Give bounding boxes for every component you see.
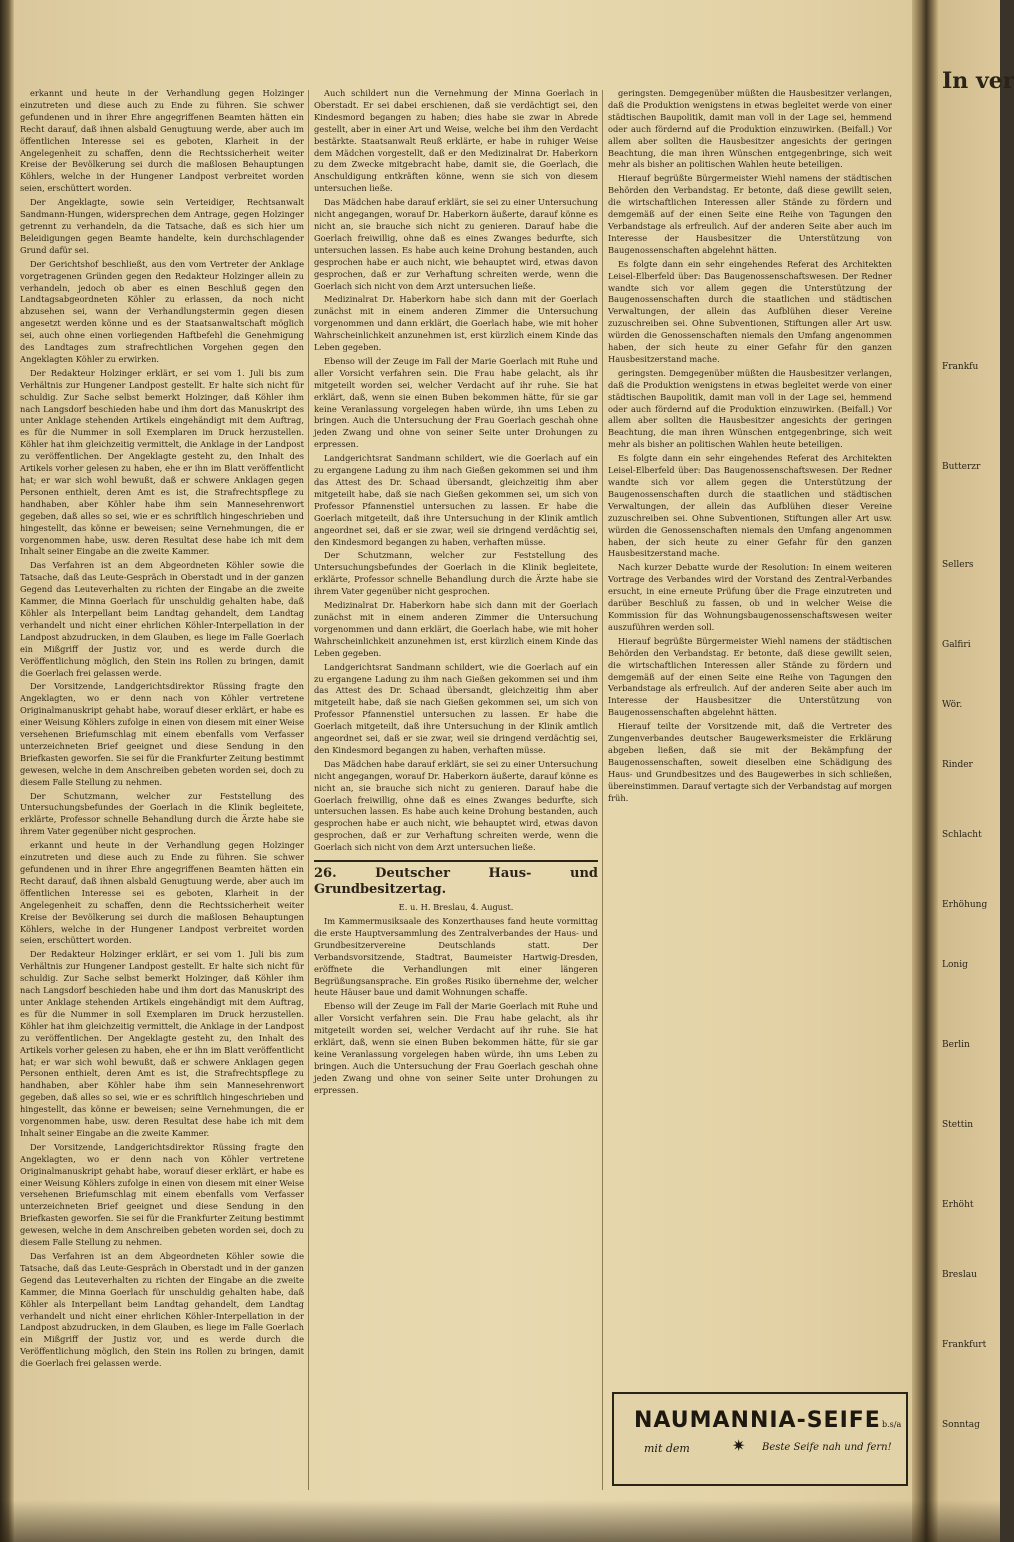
paragraph: Der Gerichtshof beschließt, aus den vom Vertreter der Anklage vorgetragenen Gründen gegen den Redakteur Holzinger allein zu verhandeln, jedoch ob aber es einen Beschluß gegen den Landtagsabgeordneten Köhler zu erlassen, da noch nicht abzusehen sei, wann der Verhandlungstermin gegen diesen angesetzt werden könne und es der Staatsanwaltschaft möglich sei, auch ohne einen vorliegenden Haftbefehl die Genehmigung des Landtages zum strafrechtlichen Vorgehen gegen den Angeklagten Köhler zu erwirken.: [20, 258, 304, 364]
adjacent-page-text: Frankfurt: [942, 1340, 987, 1350]
paragraph: Der Schutzmann, welcher zur Feststellung des Untersuchungsbefundes der Goerlach in die Klinik begleitete, erklärte, Professor schnelle Behandlung durch die Ärzte habe sie ihrem Vater gegenüber nicht gesprochen.: [20, 790, 304, 837]
paragraph: Hierauf teilte der Vorsitzende mit, daß die Vertreter des Zungenverbandes deutscher Baugewerksmeister die Erklärung abgeben ließen, daß sie mit der Bekämpfung der Baugenossenschaften, soweit dieselben eine Schädigung des Haus- und Grundbesitzes und des Baugewerbes in sich schließen, übereinstimmen. Darauf vertagte sich der Verbandstag auf morgen früh.: [608, 721, 892, 803]
adjacent-page-title: In ver: [942, 68, 1014, 94]
paragraph: Das Verfahren ist an dem Abgeordneten Köhler sowie die Tatsache, daß das Leute-Gespräch in Oberstadt und in der ganzen Gegend das Leuteverhalten zu richten der Eingabe an die zweite Kammer, die Minna Goerlach für unschuldig gehalten habe, daß Köhler als Interpellant beim Landtag gehandelt, dem Landtag verhandelt und nicht einer ehrlichen Köhler-Interpellation in der Landpost abzudrucken, in dem Glauben, es liege im Falle Goerlach ein Mißgriff der Justiz vor, und es werde durch die Veröffentlichung möglich, den Stein ins Rollen zu bringen, damit die Goerlach frei gelassen werde.: [20, 1251, 304, 1369]
adjacent-page-text: Sellers: [942, 560, 974, 570]
paragraph: Medizinalrat Dr. Haberkorn habe sich dann mit der Goerlach zunächst mit in einem anderen Zimmer die Untersuchung vorgenommen und dann erklärt, die Goerlach habe, wie mit hoher Wahrscheinlichkeit anzunehmen ist, erst kürzlich einem Kinde das Leben gegeben.: [314, 294, 598, 353]
column-1: [20, 88, 304, 1488]
paragraph: Auch schildert nun die Vernehmung der Minna Goerlach in Oberstadt. Er sei dabei erschienen, daß sie verdächtigt sei, den Kindesmord begangen zu haben; dies habe sie zwar in Abrede gestellt, aber in einer Art und Weise, welche bei ihm den Verdacht bestärkte. Staatsanwalt Reuß erklärte, er habe in ruhiger Weise dem Mädchen vorgestellt, daß er den Medizinalrat Dr. Haberkorn zu dem Zwecke mitgebracht habe, damit sie, die Goerlach, die Anschuldigung entkräften könne, wenn sie sich von diesem untersuchen ließe.: [314, 88, 598, 194]
paragraph: Hierauf begrüßte Bürgermeister Wiehl namens der städtischen Behörden den Verbandstag. Er betonte, daß diese gewillt seien, die wirtschaftlichen Interessen aller Stände zu fördern und demgemäß auf der einen Seite eine Reihe von Tagungen den Verbandstage als erfreulich. Auf der anderen Seite aber auch im Interesse der Hausbesitzer die Unterstützung von Baugenossenschaften abgelehnt hätten.: [608, 173, 892, 255]
page-gutter: [912, 0, 938, 1542]
adjacent-page-text: Wör.: [942, 700, 963, 710]
paragraph: Der Redakteur Holzinger erklärt, er sei vom 1. Juli bis zum Verhältnis zur Hungener Landpost gestellt. Er halte sich nicht für schuldig. Zur Sache selbst bemerkt Holzinger, daß Köhler ihm nach Langsdorf beschieden habe und ihm dort das Manuskript des unter Anklage stehenden Artikels eingehändigt mit dem Auftrag, es für die Nummer in soll Exemplaren im Druck herzustellen. Köhler hat ihm gleichzeitig vermittelt, die Anklage in der Landpost zu veröffentlichen. Der Angeklagte gesteht zu, den Inhalt des Artikels vorher gelesen zu haben, ehe er ihn im Blatt veröffentlicht hat; er war sich wohl bewußt, daß er schwere Anklagen gegen Personen enthielt, deren Amt es ist, die Strafrechtspflege zu handhaben, aber Köhler habe ihm sein Mannesehrenwort gegeben, daß alles so sei, wie er es schriftlich hingeschrieben und hingestellt, das könne er beweisen; seine Vernehmungen, die er vorgenommen habe, usw. deren Resultat dese habe ich mit dem Inhalt seiner Eingabe an die zweite Kammer.: [20, 367, 304, 557]
ad-left-text: mit dem: [644, 1442, 690, 1455]
column-3: [608, 88, 892, 1384]
paragraph: Es folgte dann ein sehr eingehendes Referat des Architekten Leisel-Elberfeld über: Das Baugenossenschaftswesen. Der Redner wandte sich vor allem gegen die Unterstützung der Baugenossenschaften durch die staatlichen und städtischen Verwaltungen, der allein das Aufblühen dieser Vereine zuzuschreiben sei. Ohne Subventionen, Stiftungen aller Art usw. würden die Genossenschaften niemals den Umfang angenommen haben, der sich heute zu einer Gefahr für den ganzen Hausbesitzerstand mache.: [608, 258, 892, 364]
paragraph: Der Schutzmann, welcher zur Feststellung des Untersuchungsbefundes der Goerlach in die Klinik begleitete, erklärte, Professor schnelle Behandlung durch die Ärzte habe sie ihrem Vater gegenüber nicht gesprochen.: [314, 550, 598, 597]
column-2: [314, 88, 598, 1488]
paragraph: erkannt und heute in der Verhandlung gegen Holzinger einzutreten und diese auch zu Ende zu führen. Sie schwer gefundenen und in ihrer Ehre angegriffenen Beamten hätten ein Recht darauf, daß ihnen alsbald Genugtuung werde, aber auch im öffentlichen Interesse sei es geboten, Klarheit in der Angelegenheit zu schaffen, denn die Rechtssicherheit weiter Kreise der Bevölkerung sei durch die maßlosen Behauptungen Köhlers, welche in der Hungener Landpost verbreitet worden seien, erschüttert worden.: [20, 840, 304, 946]
paragraph: Medizinalrat Dr. Haberkorn habe sich dann mit der Goerlach zunächst mit in einem anderen Zimmer die Untersuchung vorgenommen und dann erklärt, die Goerlach habe, wie mit hoher Wahrscheinlichkeit anzunehmen ist, erst kürzlich einem Kinde das Leben gegeben.: [314, 600, 598, 658]
paragraph: Das Mädchen habe darauf erklärt, sie sei zu einer Untersuchung nicht angegangen, worauf Dr. Haberkorn äußerte, darauf könne es nicht an, sie brauche sich nicht zu genieren. Darauf habe die Goerlach freiwillig, ohne daß es eines Zwanges bedurfte, sich untersuchen lassen. Es habe auch keine Drohung bestanden, auch gesprochen habe er auch nicht, wie behauptet wird, etwas davon gesprochen, daß er zur Verhaftung schreiten werde, wenn die Goerlach sich nicht von dem Arzt untersuchen ließe.: [314, 197, 598, 291]
paragraph: Hierauf begrüßte Bürgermeister Wiehl namens der städtischen Behörden den Verbandstag. Er betonte, daß diese gewillt seien, die wirtschaftlichen Interessen aller Stände zu fördern und demgemäß auf der einen Seite eine Reihe von Tagungen den Verbandstage als erfreulich. Auf der anderen Seite aber auch im Interesse der Hausbesitzer die Unterstützung von Baugenossenschaften abgelehnt hätten.: [608, 635, 892, 718]
paragraph: Ebenso will der Zeuge im Fall der Marie Goerlach mit Ruhe und aller Vorsicht verfahren sein. Die Frau habe gelacht, als ihr mitgeteilt worden sei, welcher Verdacht auf ihr ruhe. Sie hat erklärt, daß, wenn sie einen Buben bekommen hätte, für sie gar keine Veranlassung vorgelegen haben würde, ihn ums Leben zu bringen. Auch die Untersuchung der Frau Goerlach geschah ohne jeden Zwang und ohne von seiner Seite unter Drohungen zu erpressen.: [314, 355, 598, 450]
ad-mark: b.s/a: [882, 1420, 902, 1429]
paragraph: Der Vorsitzende, Landgerichtsdirektor Rüssing fragte den Angeklagten, wo er denn nach von Köhler vertretene Originalmanuskript gehabt habe, worauf dieser erklärt, er habe es einer Weisung Köhlers zufolge in einen von diesem mit einer Weise versehenen Briefumschlag mit einem ebenfalls vom Verfasser unterzeichneten Brief geeignet und diese Sendung in den Briefkasten geworfen. Sie sei für die Frankfurter Zeitung bestimmt gewesen, welche in dem Anschreiben gebeten worden sei, doch zu diesem Falle Stellung zu nehmen.: [20, 681, 305, 787]
paragraph: Ebenso will der Zeuge im Fall der Marie Goerlach mit Ruhe und aller Vorsicht verfahren sein. Die Frau habe gelacht, als ihr mitgeteilt worden sei, welcher Verdacht auf ihr ruhe. Sie hat erklärt, daß, wenn sie einen Buben bekommen hätte, für sie gar keine Veranlassung vorgelegen haben würde, ihn ums Leben zu bringen. Auch die Untersuchung der Frau Goerlach geschah ohne jeden Zwang und ohne von seiner Seite unter Drohungen zu erpressen.: [314, 1001, 598, 1095]
paragraph: Landgerichtsrat Sandmann schildert, wie die Goerlach auf ein zu ergangene Ladung zu ihm nach Gießen gekommen sei und ihm das Attest des Dr. Schaad übersandt, gleichzeitig ihm aber mitgeteilt habe, daß sie nach Gießen gekommen sei, um sich von Professor Pfannenstiel untersuchen zu lassen. Er habe die Goerlach mitgeteilt, daß ihre Untersuchung in der Klinik amtlich angeordnet sei, daß er sie zwar, weil sie dringend verdächtig sei, den Kindesmord begangen zu haben, verhaften müsse.: [314, 661, 598, 755]
section-heading: 26. Deutscher Haus- und Grundbesitzertag.: [314, 860, 598, 898]
adjacent-page-text: Schlacht: [942, 830, 982, 840]
adjacent-page-text: Lonig: [942, 960, 968, 970]
adjacent-page-text: Galfiri: [942, 640, 971, 650]
adjacent-page-text: Erhöht: [942, 1200, 974, 1210]
adjacent-page-text: Rinder: [942, 760, 973, 770]
ad-title: NAUMANNIA-SEIFE: [634, 1408, 881, 1433]
paragraph: Landgerichtsrat Sandmann schildert, wie die Goerlach auf ein zu ergangene Ladung zu ihm nach Gießen gekommen sei und ihm das Attest des Dr. Schaad übersandt, gleichzeitig ihm aber mitgeteilt habe, daß sie nach Gießen gekommen sei, um sich von Professor Pfannenstiel untersuchen zu lassen. Er habe die Goerlach mitgeteilt, daß ihre Untersuchung in der Klinik amtlich angeordnet sei, daß er sie zwar, weil sie dringend verdächtig sei, den Kindesmord begangen zu haben, verhaften müsse.: [314, 453, 598, 547]
adjacent-page-text: Erhöhung: [942, 900, 988, 910]
star-icon: ✷: [732, 1436, 746, 1455]
paragraph: Im Kammermusiksaale des Konzerthauses fand heute vormittag die erste Hauptversammlung des Zentralverbandes der Haus- und Grundbesitzervereine Deutschlands statt. Der Verbandsvorsitzende, Stadtrat, Baumeister Hartwig-Dresden, eröffnete die Verhandlungen mit einer längeren Begrüßungsansprache. Ein großes Risiko übernehme der, welcher heute Häuser baue und damit Wohnungen schaffe.: [314, 916, 598, 998]
adjacent-page-text: Stettin: [942, 1120, 974, 1130]
paragraph: geringsten. Demgegenüber müßten die Hausbesitzer verlangen, daß die Produktion wenigstens in etwas begleitet werde von einer städtischen Baupolitik, damit man voll in der Lage sei, hemmend oder auch fördernd auf die Produktion einzuwirken. (Beifall.) Vor allem aber sollten die Hausbesitzer angesichts der geringen Beachtung, die man ihren Wünschen entgegenbringe, sich weit mehr als bisher an politischen Wahlen heute beteiligen.: [608, 88, 892, 170]
adjacent-page-text: Sonntag: [942, 1420, 980, 1430]
adjacent-page: [938, 0, 1014, 1542]
adjacent-page-text: Breslau: [942, 1270, 977, 1280]
paragraph: geringsten. Demgegenüber müßten die Hausbesitzer verlangen, daß die Produktion wenigstens in etwas begleitet werde von einer städtischen Baupolitik, damit man voll in der Lage sei, hemmend oder auch fördernd auf die Produktion einzuwirken. (Beifall.) Vor allem aber sollten die Hausbesitzer angesichts der geringen Beachtung, die man ihren Wünschen entgegenbringe, sich weit mehr als bisher an politischen Wahlen heute beteiligen.: [608, 367, 892, 450]
paragraph: Der Angeklagte, sowie sein Verteidiger, Rechtsanwalt Sandmann-Hungen, widersprechen dem Antrage, gegen Holzinger getrennt zu verhandeln, da die Tatsache, daß es sich hier um Beleidigungen gegen Beamte handelte, kein durchschlagender Grund dafür sei.: [20, 197, 304, 255]
adjacent-page-text: Frankfu: [942, 362, 979, 372]
paragraph: Es folgte dann ein sehr eingehendes Referat des Architekten Leisel-Elberfeld über: Das Baugenossenschaftswesen. Der Redner wandte sich vor allem gegen die Unterstützung der Baugenossenschaften durch die staatlichen und städtischen Verwaltungen, der allein das Aufblühen dieser Vereine zuzuschreiben sei. Ohne Subventionen, Stiftungen aller Art usw. würden die Genossenschaften niemals den Umfang angenommen haben, der sich heute zu einer Gefahr für den ganzen Hausbesitzerstand mache.: [608, 453, 892, 559]
adjacent-page-text: Butterzr: [942, 462, 981, 472]
paragraph: erkannt und heute in der Verhandlung gegen Holzinger einzutreten und diese auch zu Ende zu führen. Sie schwer gefundenen und in ihrer Ehre angegriffenen Beamten hätten ein Recht darauf, daß ihnen alsbald Genugtuung werde, aber auch im öffentlichen Interesse sei es geboten, Klarheit in der Angelegenheit zu schaffen, denn die Rechtssicherheit weiter Kreise der Bevölkerung sei durch die maßlosen Behauptungen Köhlers, welche in der Hungener Landpost verbreitet worden seien, erschüttert worden.: [20, 88, 304, 194]
paragraph: Nach kurzer Debatte wurde der Resolution: In einem weiteren Vortrage des Verbandes wird der Vorstand des Zentral-Verbandes ersucht, in eine erneute Prüfung über die Frage einzutreten und darüber Beschluß zu fassen, ob und in welcher Weise die Kommission für das Wohnungsbaugenossenschaftswesen weiter auszuführen werden soll.: [608, 562, 892, 632]
paragraph: Der Redakteur Holzinger erklärt, er sei vom 1. Juli bis zum Verhältnis zur Hungener Landpost gestellt. Er halte sich nicht für schuldig. Zur Sache selbst bemerkt Holzinger, daß Köhler ihm nach Langsdorf beschieden habe und ihm dort das Manuskript des unter Anklage stehenden Artikels eingehändigt mit dem Auftrag, es für die Nummer in soll Exemplaren im Druck herzustellen. Köhler hat ihm gleichzeitig vermittelt, die Anklage in der Landpost zu veröffentlichen. Der Angeklagte gesteht zu, den Inhalt des Artikels vorher gelesen zu haben, ehe er ihn im Blatt veröffentlicht hat; er war sich wohl bewußt, daß er schwere Anklagen gegen Personen enthielt, deren Amt es ist, die Strafrechtspflege zu handhaben, aber Köhler habe ihm sein Mannesehrenwort gegeben, daß alles so sei, wie er es schriftlich hingeschrieben und hingestellt, das könne er beweisen; seine Vernehmungen, die er vorgenommen habe, usw. deren Resultat dese habe ich mit dem Inhalt seiner Eingabe an die zweite Kammer.: [20, 949, 304, 1138]
page-binding-edge: [0, 0, 14, 1542]
column-rule: [602, 90, 603, 1490]
paragraph: Das Verfahren ist an dem Abgeordneten Köhler sowie die Tatsache, daß das Leute-Gespräch in Oberstadt und in der ganzen Gegend das Leuteverhalten zu richten der Eingabe an die zweite Kammer, die Minna Goerlach für unschuldig gehalten habe, daß Köhler als Interpellant beim Landtag gehandelt, dem Landtag verhandelt und nicht einer ehrlichen Köhler-Interpellation in der Landpost abzudrucken, in dem Glauben, es liege im Falle Goerlach ein Mißgriff der Justiz vor, und es werde durch die Veröffentlichung möglich, den Stein ins Rollen zu bringen, damit die Goerlach frei gelassen werde.: [20, 560, 304, 678]
ad-right-text: Beste Seife nah und fern!: [762, 1442, 892, 1453]
dateline: E. u. H. Breslau, 4. August.: [398, 902, 514, 913]
bottom-shadow: [0, 1500, 1000, 1542]
soap-advertisement: [612, 1392, 908, 1486]
column-rule: [308, 90, 309, 1490]
paragraph: Das Mädchen habe darauf erklärt, sie sei zu einer Untersuchung nicht angegangen, worauf Dr. Haberkorn äußerte, darauf könne es nicht an, sie brauche sich nicht zu genieren. Darauf habe die Goerlach freiwillig, ohne daß es eines Zwanges bedurfte, sich untersuchen lassen. Es habe auch keine Drohung bestanden, auch gesprochen habe er auch nicht, wie behauptet wird, etwas davon gesprochen, daß er zur Verhaftung schreiten werde, wenn die Goerlach sich nicht von dem Arzt untersuchen ließe.: [314, 758, 598, 853]
paragraph: Der Vorsitzende, Landgerichtsdirektor Rüssing fragte den Angeklagten, wo er denn nach von Köhler vertretene Originalmanuskript gehabt habe, worauf dieser erklärt, er habe es einer Weisung Köhlers zufolge in einen von diesem mit einer Weise versehenen Briefumschlag mit einem ebenfalls vom Verfasser unterzeichneten Brief geeignet und diese Sendung in den Briefkasten geworfen. Sie sei für die Frankfurter Zeitung bestimmt gewesen, welche in dem Anschreiben gebeten worden sei, doch zu diesem Falle Stellung zu nehmen.: [20, 1141, 305, 1248]
adjacent-page-text: Berlin: [942, 1040, 970, 1050]
